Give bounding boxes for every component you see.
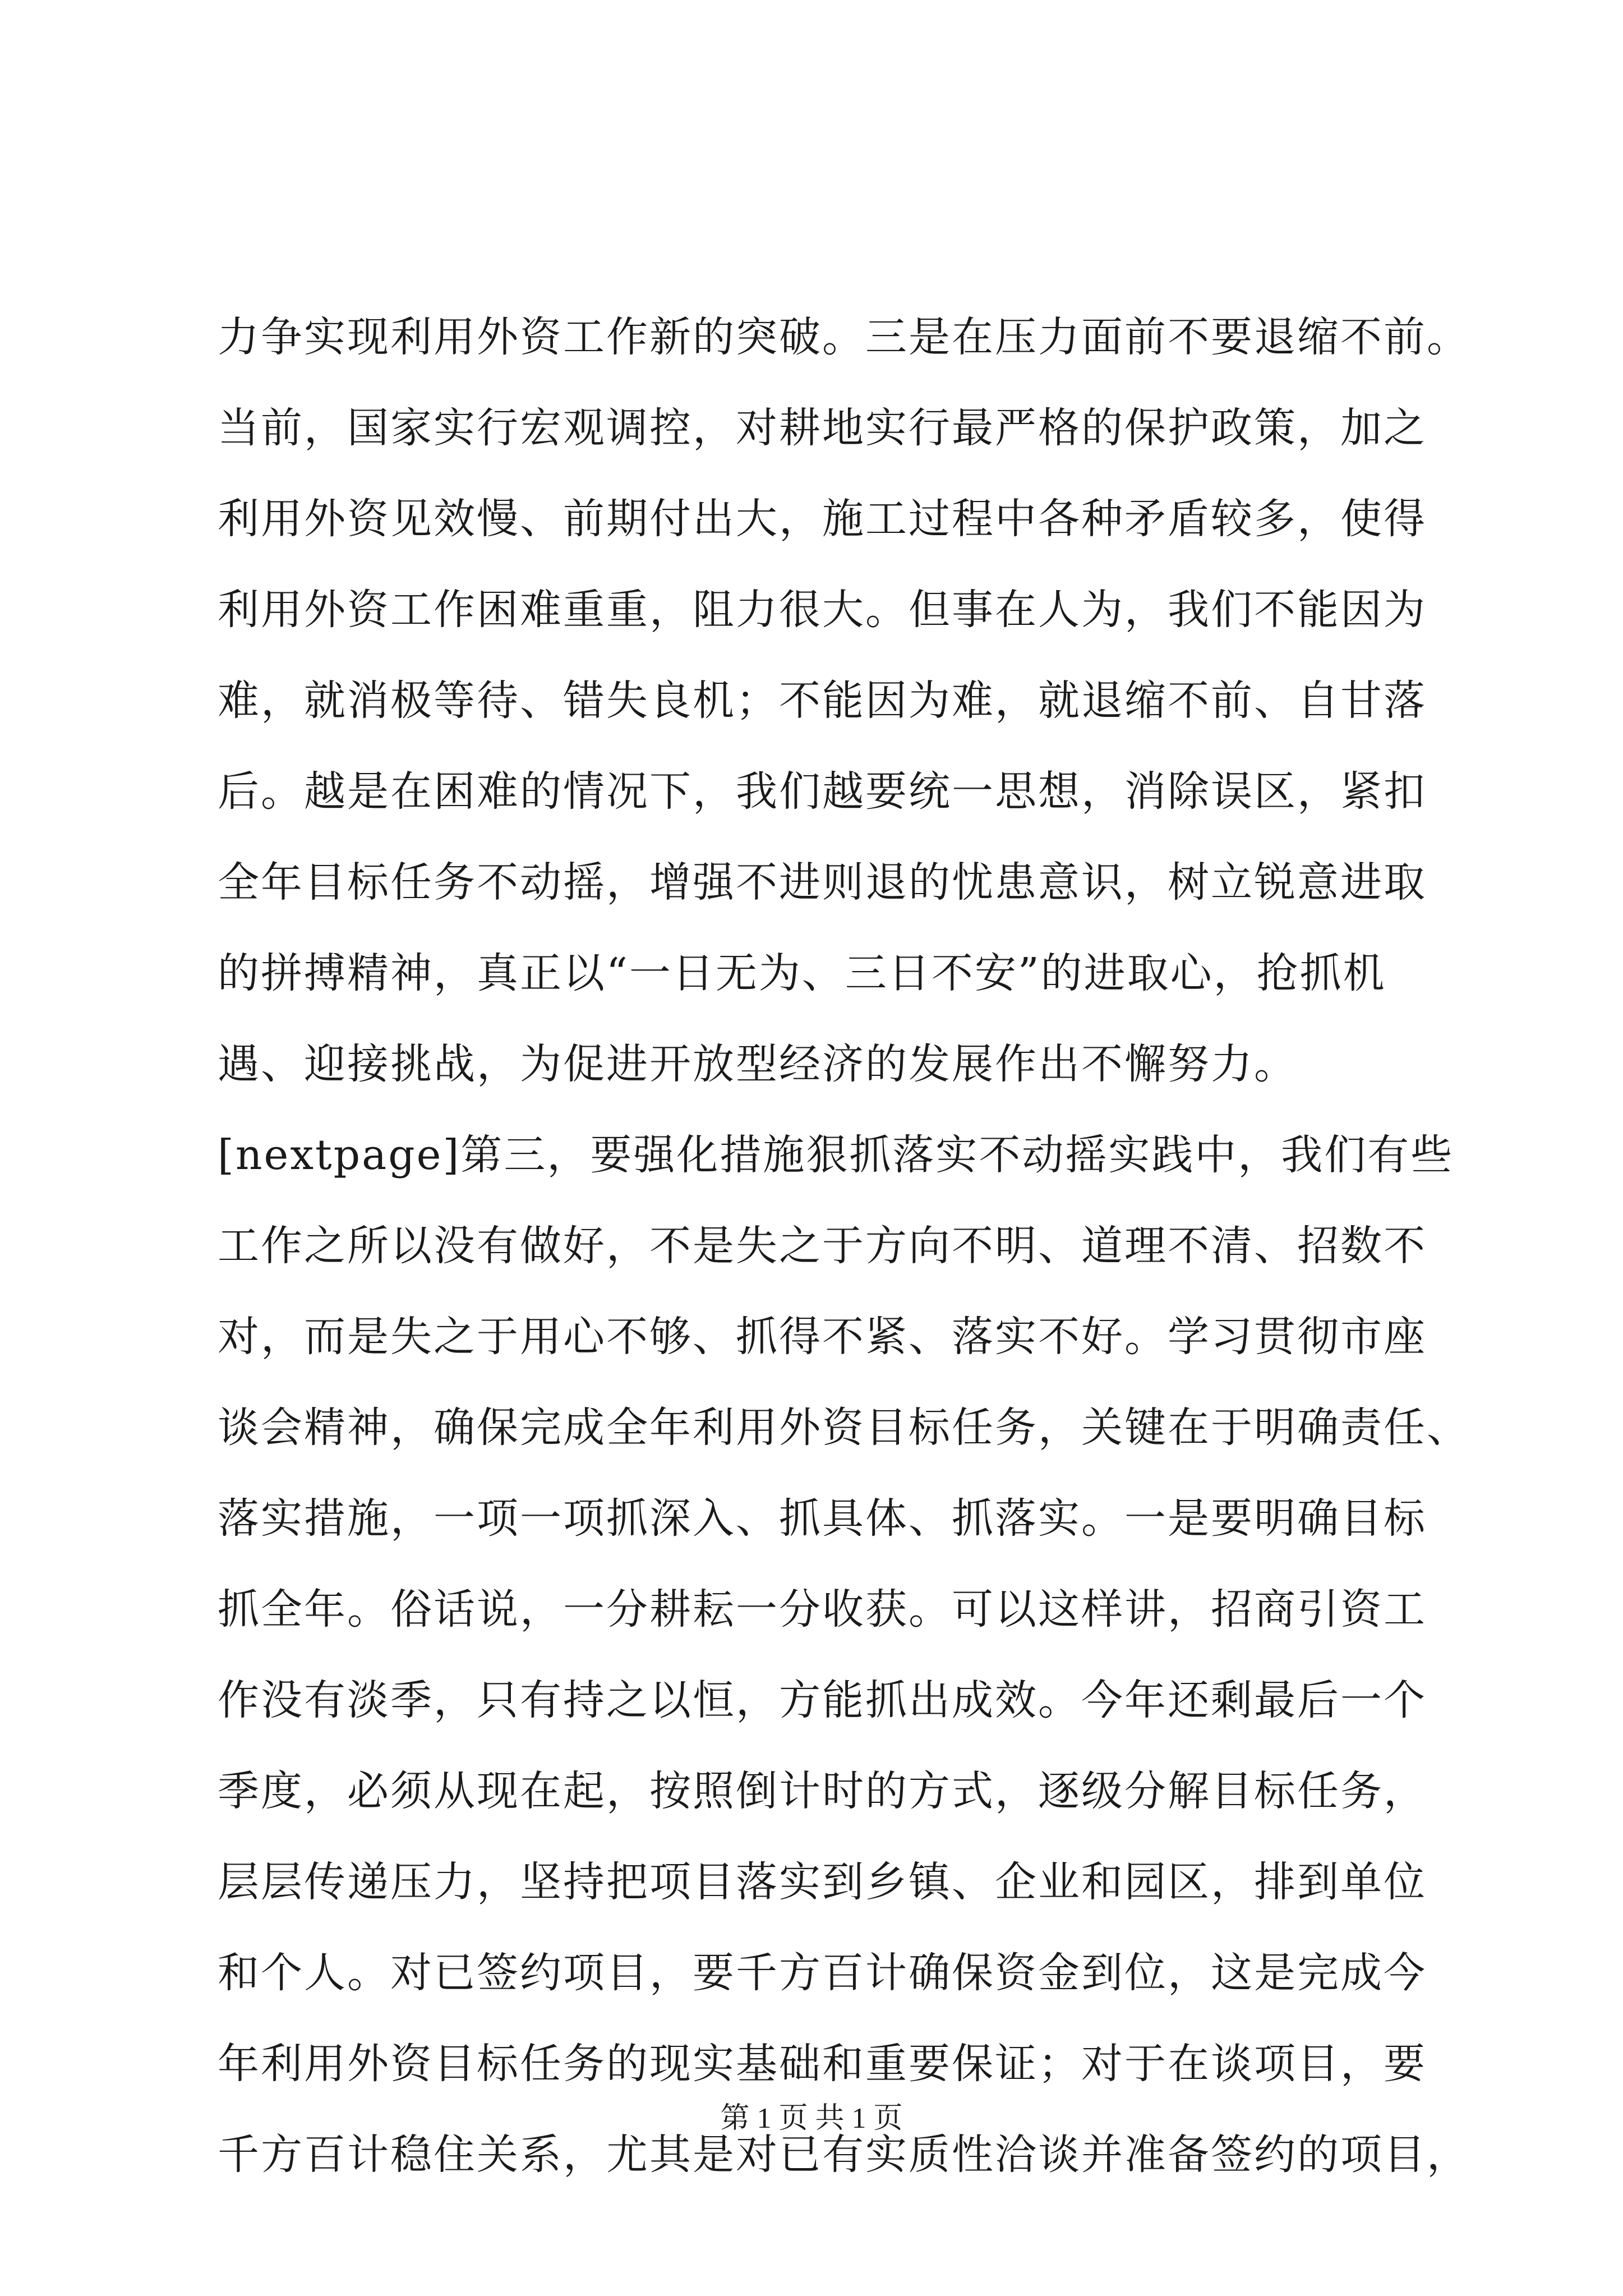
text-line: 利用外资工作困难重重，阻力很大。但事在人为，我们不能因为 (218, 586, 1427, 634)
text-line: 力争实现利用外资工作新的突破。三是在压力面前不要退缩不前。 (218, 313, 1470, 361)
page-number-label: 第 1 页 共 1 页 (720, 2102, 903, 2134)
text-line: 落实措施，一项一项抓深入、抓具体、抓落实。一是要明确目标 (218, 1494, 1427, 1543)
text-line: 季度，必须从现在起，按照倒计时的方式，逐级分解目标任务， (218, 1767, 1427, 1815)
text-line: 对，而是失之于用心不够、抓得不紧、落实不好。学习贯彻市座 (218, 1313, 1427, 1361)
text-line: 年利用外资目标任务的现实基础和重要保证；对于在谈项目，要 (218, 2040, 1427, 2088)
text-line: 层层传递压力，坚持把项目落实到乡镇、企业和园区，排到单位 (218, 1858, 1427, 1906)
text-line: 千方百计稳住关系，尤其是对已有实质性洽谈并准备签约的项目， (218, 2131, 1470, 2179)
page-footer (0, 2099, 1623, 2138)
text-line: 和个人。对已签约项目，要千方百计确保资金到位，这是完成今 (218, 1949, 1427, 1997)
document-body (218, 292, 1470, 2200)
text-line: 的拼搏精神，真正以“一日无为、三日不安”的进取心，抢抓机 (218, 949, 1386, 997)
text-line: 谈会精神，确保完成全年利用外资目标任务，关键在于明确责任、 (218, 1404, 1470, 1452)
text-line: [nextpage]第三，要强化措施狠抓落实不动摇实践中，我们有些 (218, 1131, 1454, 1179)
text-line: 全年目标任务不动摇，增强不进则退的忧患意识，树立锐意进取 (218, 858, 1427, 907)
text-line: 作没有淡季，只有持之以恒，方能抓出成效。今年还剩最后一个 (218, 1676, 1427, 1724)
text-line: 工作之所以没有做好，不是失之于方向不明、道理不清、招数不 (218, 1222, 1427, 1270)
text-line: 抓全年。俗话说，一分耕耘一分收获。可以这样讲，招商引资工 (218, 1585, 1427, 1634)
text-line: 遇、迎接挑战，为促进开放型经济的发展作出不懈努力。 (218, 1040, 1297, 1088)
text-line: 后。越是在困难的情况下，我们越要统一思想，消除误区，紧扣 (218, 767, 1427, 816)
text-line: 难，就消极等待、错失良机；不能因为难，就退缩不前、自甘落 (218, 677, 1427, 725)
text-line: 利用外资见效慢、前期付出大，施工过程中各种矛盾较多，使得 (218, 495, 1427, 543)
text-line: 当前，国家实行宏观调控，对耕地实行最严格的保护政策，加之 (218, 404, 1427, 452)
